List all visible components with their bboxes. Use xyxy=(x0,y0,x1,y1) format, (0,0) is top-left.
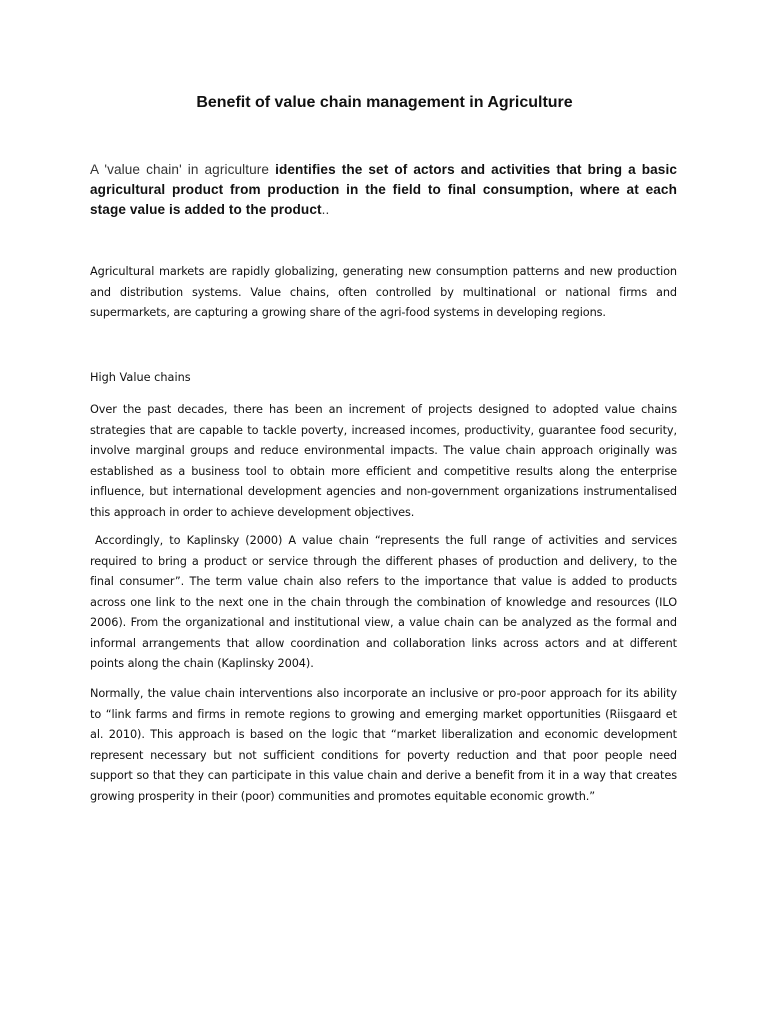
paragraph-past-decades: Over the past decades, there has been an increment of projects designed to adopted value chains strategies that are capable to tackle poverty, increased incomes, productivity, guarantee food security, involve marginal groups and reduce environmental impacts. The value chain approach originally was established as a business tool to obtain more efficient and competitive results along the enterprise influence, but international development agencies and non-government organizations instrumentalised this approach in order to achieve development objectives. xyxy=(90,403,677,519)
intro-definition: identifies the set of actors and activities that bring a basic agricultural product from production in the field to final consumption, where at each stage value is added to the product xyxy=(90,162,677,217)
paragraph-pro-poor: Normally, the value chain interventions also incorporate an inclusive or pro-poor approach for its ability to “link farms and firms in remote regions to growing and emerging market opportunities (Riisgaard et al. 2010). This approach is based on the logic that “market liberalization and economic development represent necessary but not sufficient conditions for poverty reduction and that poor people need support so that they can participate in this value chain and derive a benefit from it in a way that creates growing prosperity in their (poor) communities and promotes equitable economic growth.” xyxy=(90,687,677,803)
paragraph-kaplinsky: Accordingly, to Kaplinsky (2000) A value chain “represents the full range of activities and services required to bring a product or service through the different phases of production and delivery, to the final consumer”. The term value chain also refers to the importance that value is added to products across one link to the next one in the chain through the combination of knowledge and resources (ILO 2006). From the organizational and institutional view, a value chain can be analyzed as the formal and informal arrangements that allow coordination and collaboration links across actors and at different points along the chain (Kaplinsky 2004). xyxy=(90,534,677,670)
intro-tail: .. xyxy=(321,202,330,217)
paragraph-agricultural-markets: Agricultural markets are rapidly globalizing, generating new consumption patterns and new production and distribution systems. Value chains, often controlled by multinational or national firms and supermarkets, are capturing a growing share of the agri-food systems in developing regions. xyxy=(90,265,677,319)
intro-paragraph xyxy=(90,160,677,220)
document-title: Benefit of value chain management in Agriculture xyxy=(196,94,573,111)
section-heading: High Value chains xyxy=(90,371,191,384)
intro-lead: A 'value chain' in agriculture xyxy=(90,162,276,177)
